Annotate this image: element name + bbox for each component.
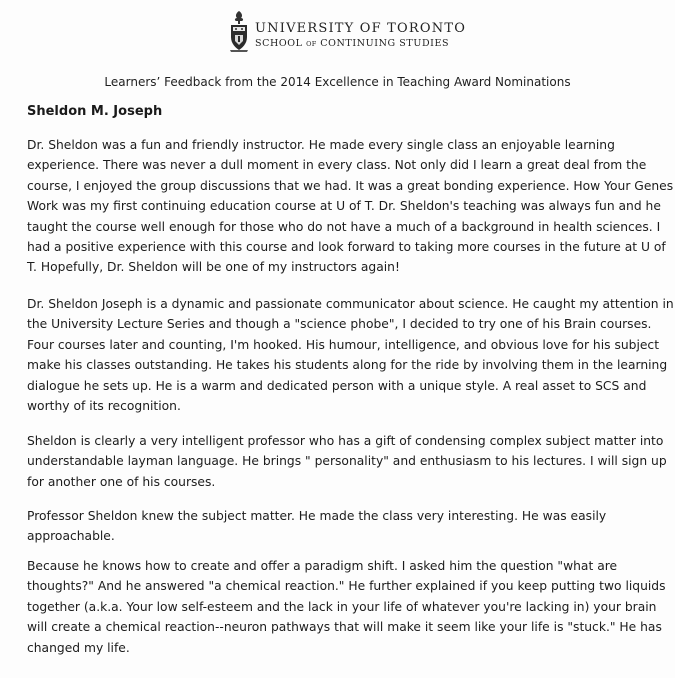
- paragraph-line: T. Hopefully, Dr. Sheldon will be one of my instructors again!: [27, 260, 400, 275]
- paragraph-line: understandable layman language. He brings " personality" and enthusiasm to his lectures. I will sign up: [27, 454, 667, 469]
- paragraph-line: Dr. Sheldon was a fun and friendly instructor. He made every single class an enjoyable learning: [27, 138, 615, 152]
- paragraph-line: together (a.k.a. Your low self-esteem and the lack in your life of whatever you're lacking in) your brain: [27, 599, 657, 614]
- paragraph-line: changed my life.: [27, 640, 130, 655]
- paragraph-line: dialogue he sets up. He is a warm and dedicated person with a unique style. A real asset to SCS and: [27, 378, 647, 393]
- paragraph-line: make his classes outstanding. He takes his students along for the ride by involving them in the learning: [27, 358, 668, 373]
- feedback-paragraph: [27, 506, 653, 547]
- feedback-paragraph: [27, 135, 674, 278]
- paragraph-line: the University Lecture Series and though a "science phobe", I decided to try one of his Brain courses.: [27, 317, 652, 332]
- paragraph-line: for another one of his courses.: [27, 474, 216, 489]
- instructor-name: Sheldon M. Joseph: [27, 104, 163, 119]
- document-title: Learners’ Feedback from the 2014 Excellence in Teaching Award Nominations: [104, 75, 571, 89]
- paragraph-line: will create a chemical reaction--neuron pathways that will make it seem like your life is "stuck." He has: [27, 620, 662, 635]
- paragraph-line: Four courses later and counting, I'm hooked. His humour, intelligence, and obvious love for his subject: [27, 337, 660, 352]
- university-crest-icon: [229, 9, 249, 53]
- paragraph-line: Work was my first continuing education course at U of T. Dr. Sheldon's teaching was always fun and he: [27, 199, 661, 214]
- feedback-paragraph: [27, 556, 666, 658]
- school-name: SCHOOL OF CONTINUING STUDIES: [255, 38, 450, 49]
- paragraph-line: approachable.: [27, 529, 115, 544]
- paragraph-line: Because he knows how to create and offer a paradigm shift. I asked him the question "what are: [27, 559, 618, 573]
- paragraph-line: Dr. Sheldon Joseph is a dynamic and passionate communicator about science. He caught my attention in: [27, 297, 674, 311]
- paragraph-line: Sheldon is clearly a very intelligent professor who has a gift of condensing complex subject matter into: [27, 434, 664, 448]
- letterhead: [229, 9, 467, 61]
- paragraph-line: course, I enjoyed the group discussions that we had. It was a great bonding experience. How Your Genes: [27, 178, 674, 193]
- feedback-paragraph: [27, 294, 674, 416]
- paragraph-line: worthy of its recognition.: [27, 399, 181, 414]
- paragraph-line: taught the course well enough for those who do not have a much of a background in health sciences. I: [27, 219, 661, 234]
- paragraph-line: Professor Sheldon knew the subject matter. He made the class very interesting. He was easily: [27, 509, 607, 523]
- paragraph-line: had a positive experience with this course and look forward to taking more courses in the future at U of: [27, 240, 666, 255]
- university-name: UNIVERSITY OF TORONTO: [255, 21, 467, 36]
- paragraph-line: thoughts?" And he answered "a chemical reaction." He further explained if you keep putting two liquids: [27, 579, 666, 594]
- paragraph-line: experience. There was never a dull moment in every class. Not only did I learn a great deal from the: [27, 158, 647, 173]
- feedback-paragraph: [27, 431, 667, 492]
